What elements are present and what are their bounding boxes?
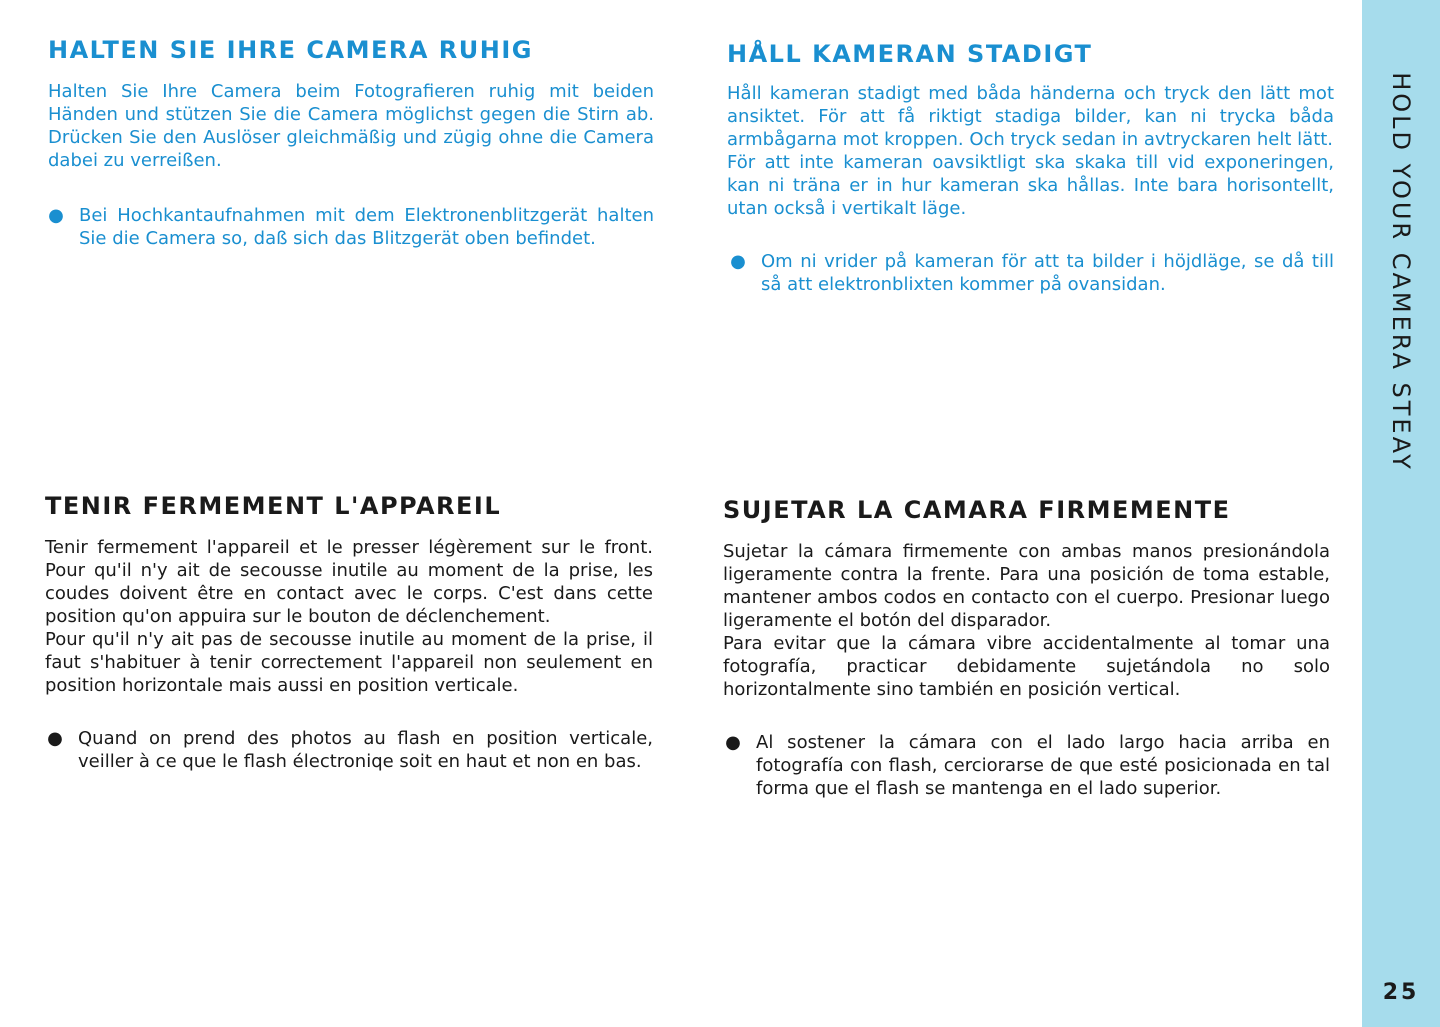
german-heading: HALTEN SIE IHRE CAMERA RUHIG (48, 36, 533, 64)
spanish-heading: SUJETAR LA CAMARA FIRMEMENTE (723, 496, 1231, 524)
spanish-paragraph-1: Sujetar la cámara firmemente con ambas manos presionándola ligeramente contra la frente. Para una posición de toma estable, mantener ambos codos en contacto con el cuerpo. Presionar luego ligeramente el botón del disparador. (723, 541, 1330, 631)
bullet-dot-icon: ● (725, 732, 741, 753)
german-bullet-text: Bei Hochkantaufnahmen mit dem Elektronenblitzgerät halten Sie die Camera so, daß sich das Blitzgerät oben befindet. (79, 205, 654, 249)
german-bullet (48, 204, 654, 250)
bullet-dot-icon: ● (47, 728, 63, 749)
french-section (45, 492, 653, 773)
spanish-section (723, 496, 1330, 800)
swedish-bullet (730, 250, 1334, 296)
french-bullet (47, 727, 653, 773)
spanish-bullet (725, 731, 1330, 800)
bullet-dot-icon: ● (730, 251, 746, 272)
french-heading: TENIR FERMEMENT L'APPAREIL (45, 492, 502, 520)
french-paragraph-1: Tenir fermement l'appareil et le presser légèrement sur le front. Pour qu'il n'y ait de secousse inutile au moment de la prise, les coudes doivent être en contact avec le corps. C'est dans cette position qu'on appuira sur le bouton de déclenchement. (45, 537, 653, 627)
side-tab (1362, 0, 1440, 1027)
german-paragraph: Halten Sie Ihre Camera beim Fotografieren ruhig mit beiden Händen und stützen Sie die Camera möglichst gegen die Stirn ab. Drücken Sie den Auslöser gleichmäßig und zügig ohne die Camera dabei zu verreißen. (48, 81, 654, 171)
french-paragraph-2: Pour qu'il n'y ait pas de secousse inutile au moment de la prise, il faut s'habituer à tenir correctement l'appareil non seulement en position horizontale mais aussi en position verticale. (45, 629, 653, 696)
german-section (48, 36, 654, 250)
side-tab-title: HOLD YOUR CAMERA STEAY (1387, 72, 1415, 472)
spanish-paragraph-2: Para evitar que la cámara vibre accidentalmente al tomar una fotografía, practicar debidamente sujetándola no solo horizontalmente sino también en posición vertical. (723, 633, 1330, 700)
bullet-dot-icon: ● (48, 205, 64, 226)
page-number: 25 (1382, 980, 1420, 1005)
swedish-heading: HÅLL KAMERAN STADIGT (727, 40, 1093, 68)
swedish-section (727, 40, 1334, 296)
swedish-paragraph-1: Håll kameran stadigt med båda händerna och tryck den lätt mot ansiktet. För att få riktigt stadiga bilder, kan ni trycka båda armbågarna mot kroppen. Och tryck sedan in avtryckaren helt lätt. (727, 83, 1334, 150)
french-bullet-text: Quand on prend des photos au flash en position verticale, veiller à ce que le flash électroniqe soit en haut et non en bas. (78, 728, 653, 772)
swedish-paragraph-2: För att inte kameran oavsiktligt ska skaka till vid exponeringen, kan ni träna er in hur kameran ska hållas. Inte bara horisontellt, utan också i vertikalt läge. (727, 152, 1334, 219)
spanish-bullet-text: Al sostener la cámara con el lado largo hacia arriba en fotografía con flash, cerciorarse de que esté posicionada en tal forma que el flash se mantenga en el lado superior. (756, 732, 1330, 799)
swedish-bullet-text: Om ni vrider på kameran för att ta bilder i höjdläge, se då till så att elektronblixten kommer på ovansidan. (761, 251, 1334, 295)
